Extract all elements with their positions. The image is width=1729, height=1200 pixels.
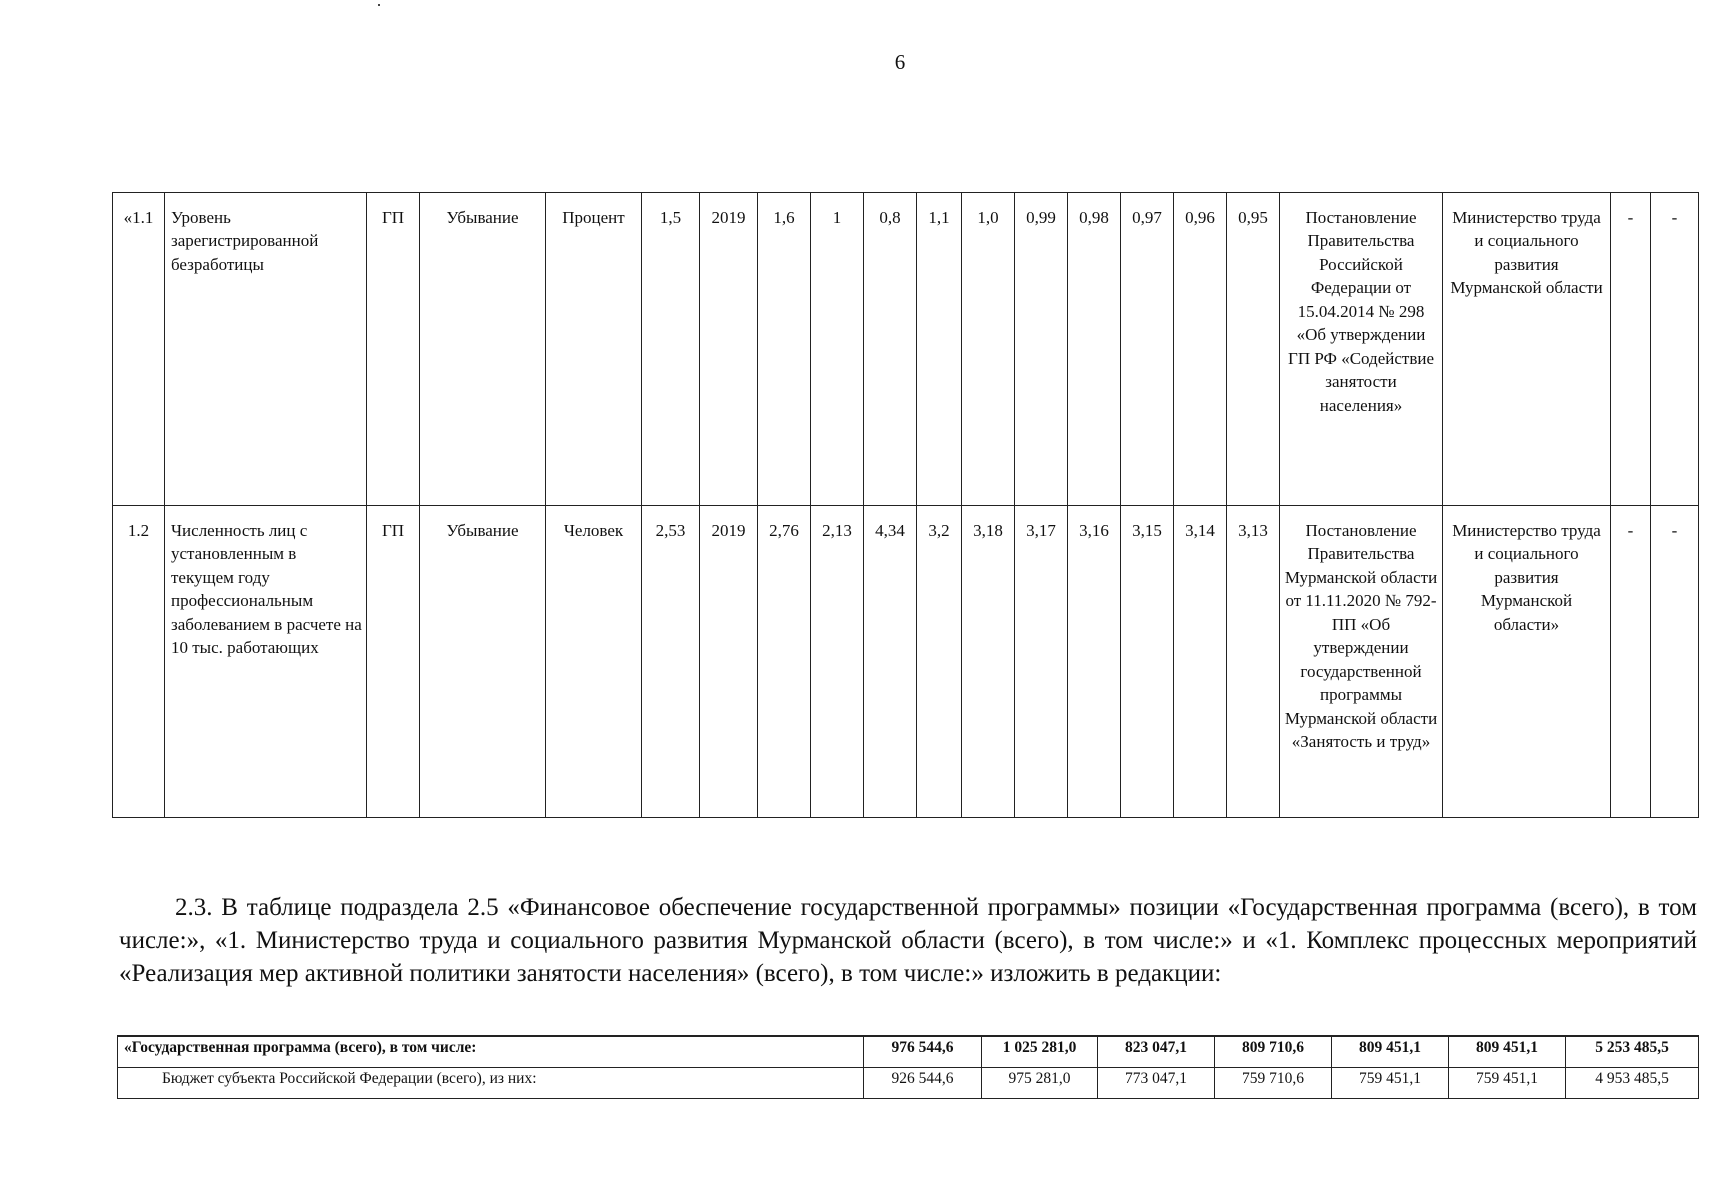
source-document: Постановление Правительства Российской Федерации от 15.04.2014 № 298 «Об утверждении ГП РФ «Содействие занятости населения» (1280, 193, 1443, 506)
table-row (118, 1068, 1699, 1099)
amendment-paragraph: 2.3. В таблице подраздела 2.5 «Финансовое обеспечение государственной программы» позиции «Государственная программа (всего), в том числе:», «1. Министерство труда и социального развития Мурманской области (всего), в том числе:» и «1. Комплекс процессных мероприятий «Реализация мер активной политики занятости населения» (всего), в том числе:» изложить в редакции: (119, 894, 1697, 987)
year-value: 0,96 (1174, 193, 1227, 506)
year-value: 3,17 (1015, 506, 1068, 818)
finance-value: 759 451,1 (1449, 1068, 1566, 1099)
finance-value: 773 047,1 (1098, 1068, 1215, 1099)
finance-value: 759 710,6 (1215, 1068, 1332, 1099)
indicator-unit: Процент (546, 193, 642, 506)
page-number: 6 (894, 50, 906, 74)
finance-total: 4 953 485,5 (1566, 1068, 1699, 1099)
indicator-level: ГП (367, 193, 420, 506)
finance-value: 823 047,1 (1098, 1036, 1215, 1068)
responsible-body: Министерство труда и социального развития Мурманской области (1443, 193, 1611, 506)
indicator-name: Уровень зарегистрированной безработицы (165, 193, 367, 506)
year-value: 1,1 (917, 193, 962, 506)
finance-row-label: «Государственная программа (всего), в том числе: (118, 1036, 864, 1068)
year-value: 4,34 (864, 506, 917, 818)
table-row (118, 1036, 1699, 1068)
extra-cell: - (1611, 506, 1651, 818)
finance-total: 5 253 485,5 (1566, 1036, 1699, 1068)
base-year: 2019 (700, 506, 758, 818)
responsible-body: Министерство труда и социального развития Мурманской области» (1443, 506, 1611, 818)
year-value: 3,16 (1068, 506, 1121, 818)
year-value: 3,18 (962, 506, 1015, 818)
year-value: 2,13 (811, 506, 864, 818)
extra-cell: - (1611, 193, 1651, 506)
indicators-table (112, 192, 1699, 818)
year-value: 1,0 (962, 193, 1015, 506)
source-document: Постановление Правительства Мурманской области от 11.11.2020 № 792-ПП «Об утверждении государственной программы Мурманской области «Занятость и труд» (1280, 506, 1443, 818)
base-value: 1,5 (642, 193, 700, 506)
scan-speck (378, 4, 380, 6)
finance-value: 926 544,6 (864, 1068, 982, 1099)
indicator-trend: Убывание (420, 506, 546, 818)
year-value: 0,97 (1121, 193, 1174, 506)
year-value: 3,13 (1227, 506, 1280, 818)
indicator-number: «1.1 (113, 193, 165, 506)
base-year: 2019 (700, 193, 758, 506)
extra-cell: - (1651, 506, 1699, 818)
extra-cell: - (1651, 193, 1699, 506)
indicator-unit: Человек (546, 506, 642, 818)
finance-value: 809 451,1 (1449, 1036, 1566, 1068)
table-row (113, 193, 1699, 506)
finance-row-label: Бюджет субъекта Российской Федерации (всего), из них: (118, 1068, 864, 1099)
finance-value: 976 544,6 (864, 1036, 982, 1068)
finance-table (117, 1035, 1699, 1099)
year-value: 0,8 (864, 193, 917, 506)
finance-value: 759 451,1 (1332, 1068, 1449, 1099)
finance-value: 809 710,6 (1215, 1036, 1332, 1068)
year-value: 0,95 (1227, 193, 1280, 506)
year-value: 2,76 (758, 506, 811, 818)
table-row (113, 506, 1699, 818)
finance-value: 1 025 281,0 (982, 1036, 1098, 1068)
year-value: 3,14 (1174, 506, 1227, 818)
year-value: 1 (811, 193, 864, 506)
year-value: 0,98 (1068, 193, 1121, 506)
year-value: 3,2 (917, 506, 962, 818)
base-value: 2,53 (642, 506, 700, 818)
indicator-level: ГП (367, 506, 420, 818)
year-value: 1,6 (758, 193, 811, 506)
year-value: 3,15 (1121, 506, 1174, 818)
finance-value: 975 281,0 (982, 1068, 1098, 1099)
indicator-number: 1.2 (113, 506, 165, 818)
finance-value: 809 451,1 (1332, 1036, 1449, 1068)
indicator-trend: Убывание (420, 193, 546, 506)
indicator-name: Численность лиц с установленным в текущем году профессиональным заболеванием в расчете на 10 тыс. работающих (165, 506, 367, 818)
year-value: 0,99 (1015, 193, 1068, 506)
